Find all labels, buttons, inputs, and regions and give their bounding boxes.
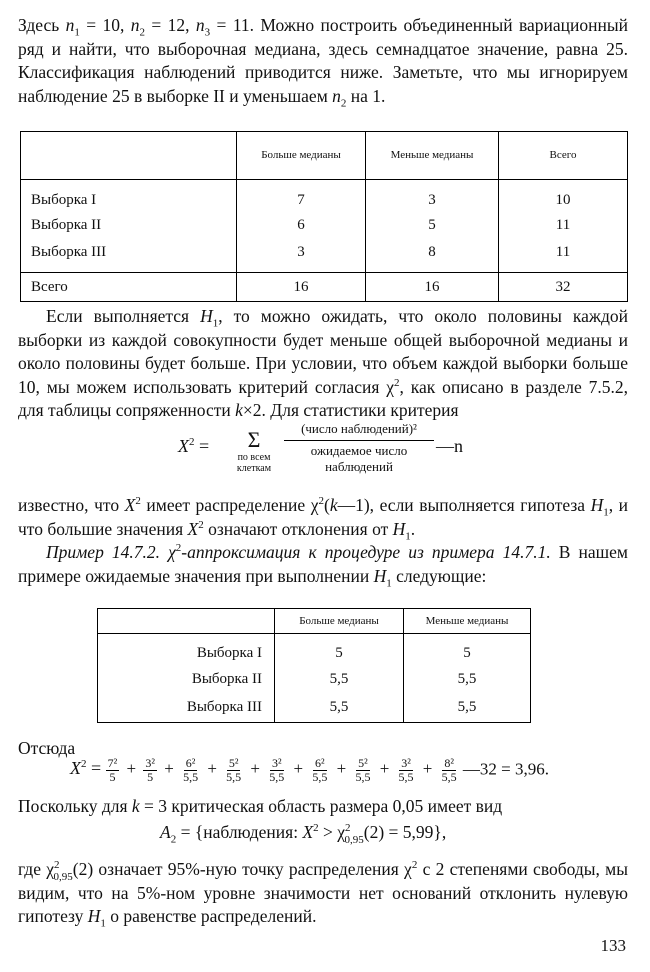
cell: 5,5 [275, 666, 404, 692]
cell: 7 [237, 180, 366, 213]
paragraph-hence: Отсюда [18, 738, 76, 758]
fraction: $\frac{\text{5²}}{5,5}$ [226, 756, 242, 784]
cell: 10 [499, 180, 628, 213]
cell: 3 [366, 180, 499, 213]
table-row [98, 634, 531, 667]
row-label: Выборка I [21, 180, 237, 213]
fraction: $\frac{\text{7²}}{5}$ [107, 756, 118, 784]
cell: 32 [499, 273, 628, 302]
cell: 5,5 [275, 692, 404, 723]
table-row [98, 692, 531, 723]
cell: 16 [237, 273, 366, 302]
row-label: Всего [21, 273, 237, 302]
fraction: $\frac{\text{6²}}{5,5}$ [183, 756, 199, 784]
paragraph-conclusion: где $\chi^2_{0,95}(2)$ означает 95%-ную точку распределения $\chi^2$ с 2 степенями свободы, мы видим, что на 5%-ном уровне значимости нет оснований отклонить нулевую гипотезу $H_1$ о равенстве распределений. [18, 859, 628, 930]
fraction: $\frac{\text{3²}}{5,5}$ [398, 756, 414, 784]
fraction: $\frac{\text{3²}}{5,5}$ [269, 756, 285, 784]
table-total-row [21, 273, 628, 302]
cell: 5 [275, 634, 404, 667]
expected-values-table [97, 608, 531, 723]
row-label: Выборка I [98, 634, 275, 667]
cell: 3 [237, 239, 366, 273]
cell: 5,5 [404, 692, 531, 723]
cell: 11 [499, 212, 628, 239]
paragraph-distribution: известно, что $X^2$ имеет распределение $\chi^2(k—1)$, если выполняется гипотеза $H_1$, и что большие значения $X^2$ означают отклонения от $H_1$. Пример 14.7.2. $\chi^2$-аппроксимация к процедуре из примера 14.7.1. В нашем примере ожидаемые значения при выполнении $H_1$ следующие: [18, 495, 628, 589]
cell: 5 [366, 212, 499, 239]
t2-header-above: Больше медианы [275, 609, 404, 634]
t1-header-total: Всего [499, 132, 628, 180]
row-label: Выборка II [98, 666, 275, 692]
table-row [21, 212, 628, 239]
cell: 6 [237, 212, 366, 239]
cell: 5 [404, 634, 531, 667]
cell: 5,5 [404, 666, 531, 692]
paragraph-hypothesis: Если выполняется $H_1$, то можно ожидать, что около половины каждой выборки из каждой совокупности будет меньше общей выборочной медианы и около половины будет больше. При условии, что объем каждой выборки больше 10, мы можем использовать критерий согласия $\chi^2$, как описано в разделе 7.5.2, для таблицы сопряженности k×2. Для статистики критерия [18, 306, 628, 420]
table-row [98, 666, 531, 692]
paragraph-critical-region: Поскольку для k = 3 критическая область размера 0,05 имеет вид [18, 796, 503, 816]
paragraph-intro: Здесь $n_1 = 10$, $n_2 = 12$, $n_3 = 11$. Можно построить объединенный вариационный ряд и найти, что выборочная медиана, здесь семнадцатое значение, равна 25. Классификация наблюдений приводится ниже. Заметьте, что мы игнорируем наблюдение 25 в выборке II и уменьшаем $n_2$ на 1. [18, 15, 628, 109]
chi-square-computation: $X^2$ = $\frac{\text{7²}}{5}$ + $\frac{\text{3²}}{5}$ + $\frac{\text{6²}}{5,5}$ + $\frac{\text{5²}}{5,5}$ + $\frac{\text{3²}}{5,5}$ + $\frac{\text{6²}}{5,5}$ + $\frac{\text{5²}}{5,5}$ + $\frac{\text{3²}}{5,5}$ + $\frac{\text{8²}}{5,5}$ —32 = 3,96. [70, 756, 549, 784]
table-row [21, 239, 628, 273]
t1-header-above: Больше медианы [237, 132, 366, 180]
t1-header-below: Меньше медианы [366, 132, 499, 180]
critical-region-formula: $A_2$ = {наблюдения: $X^2 > \chi^2_{0,95}(2) = 5,99$}, [160, 822, 447, 846]
table-row [21, 180, 628, 213]
cell: 8 [366, 239, 499, 273]
page-number: 133 [600, 936, 626, 955]
cell: 16 [366, 273, 499, 302]
classification-table [20, 131, 628, 302]
row-label: Выборка II [21, 212, 237, 239]
t2-header-empty [98, 609, 275, 634]
t1-header-empty [21, 132, 237, 180]
t2-header-below: Меньше медианы [404, 609, 531, 634]
fraction: $\frac{\text{5²}}{5,5}$ [355, 756, 371, 784]
chi-square-statistic-formula: $X^2$ = Σ по всем клеткам (число наблюдений)² ожидаемое число наблюдений —n [178, 421, 463, 474]
cell: 11 [499, 239, 628, 273]
fraction: $\frac{\text{8²}}{5,5}$ [441, 756, 457, 784]
fraction: $\frac{\text{3²}}{5}$ [145, 756, 155, 784]
row-label: Выборка III [98, 692, 275, 723]
row-label: Выборка III [21, 239, 237, 273]
fraction: $\frac{\text{6²}}{5,5}$ [312, 756, 328, 784]
